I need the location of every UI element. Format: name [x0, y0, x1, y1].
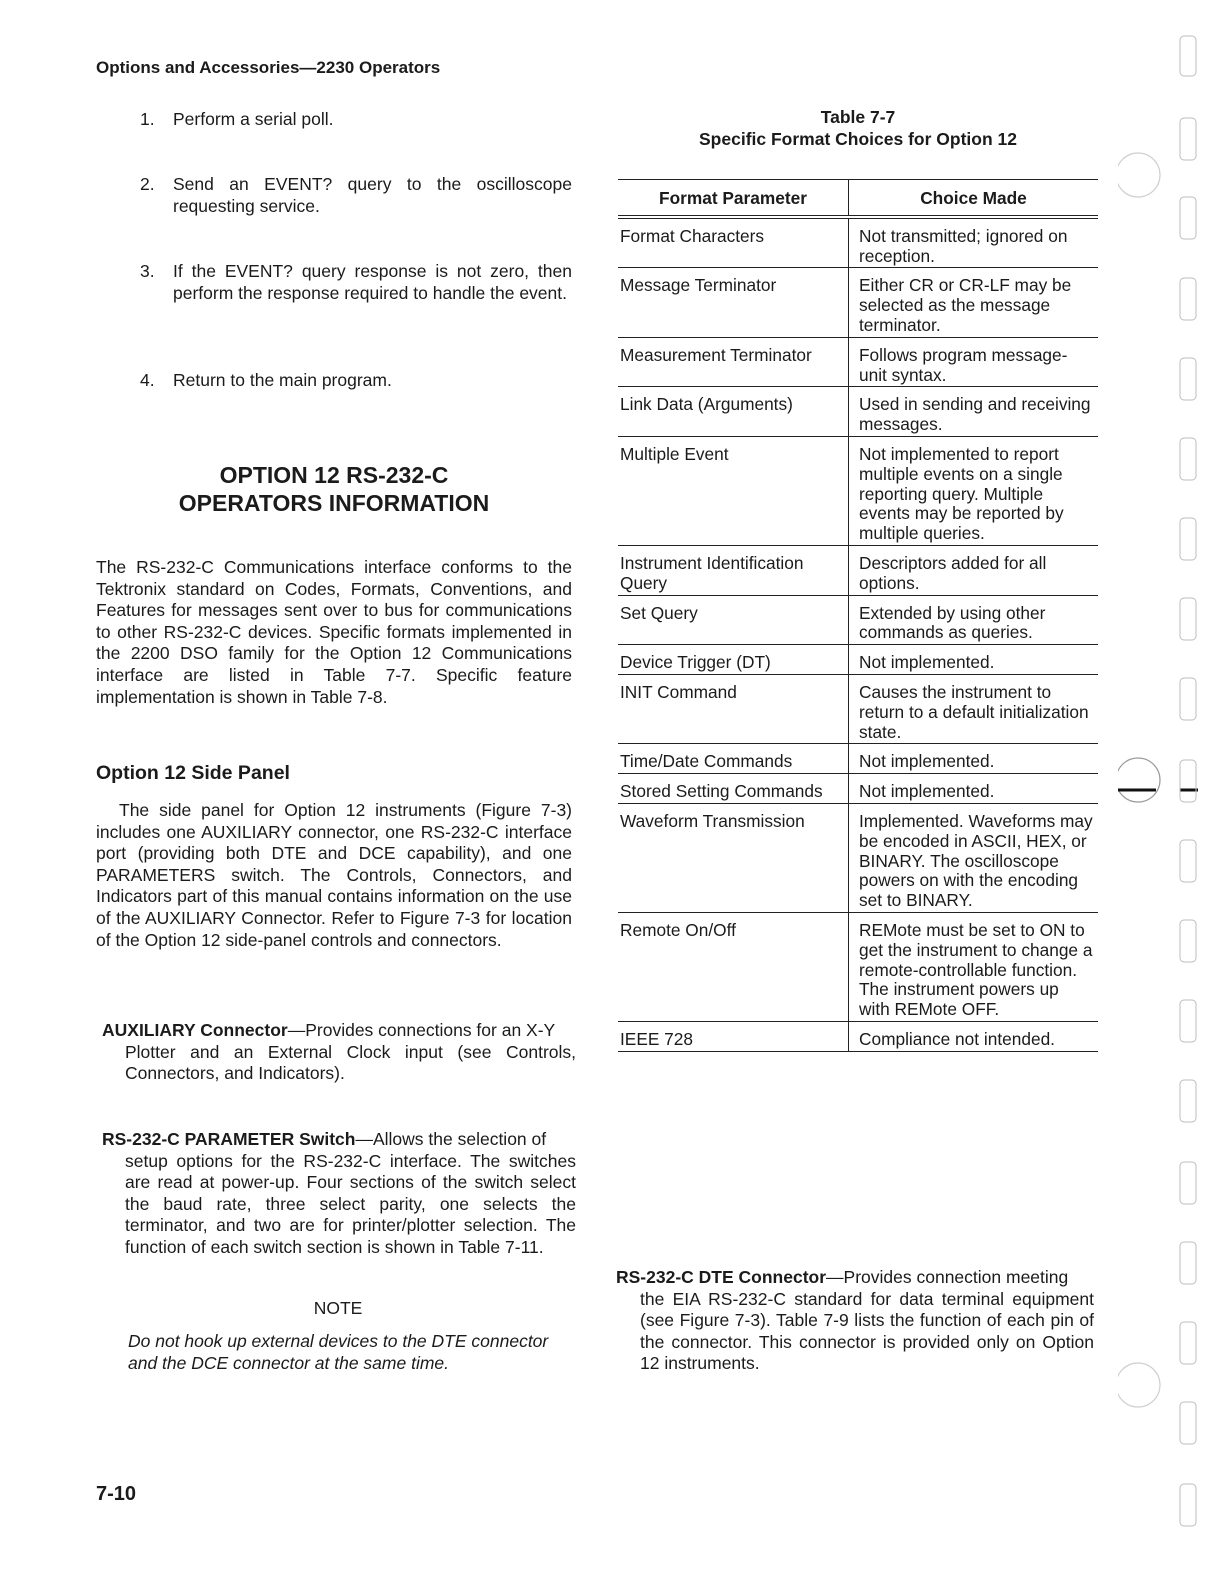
- section-title-line-1: OPTION 12 RS-232-C: [219, 462, 449, 488]
- format-parameter-cell: Waveform Transmission: [618, 803, 849, 912]
- table-row: [618, 744, 1098, 774]
- table-row: [618, 436, 1098, 545]
- step-text: Return to the main program.: [173, 370, 392, 390]
- choice-made-cell: Descriptors added for all options.: [849, 545, 1099, 595]
- page-number: 7-10: [96, 1483, 137, 1505]
- format-parameter-cell: Message Terminator: [618, 268, 849, 337]
- table-row: [618, 268, 1098, 337]
- choice-made-cell: Implemented. Waveforms may be encoded in ASCII, HEX, or BINARY. The oscilloscope powers on with the encoding set to BINARY.: [849, 803, 1099, 912]
- note-heading: NOTE: [313, 1298, 363, 1318]
- step-number: 4.: [140, 370, 155, 390]
- binder-slot-icon: [1180, 1484, 1196, 1526]
- step-text: Perform a serial poll.: [173, 109, 334, 129]
- table-title: Specific Format Choices for Option 12: [699, 129, 1017, 149]
- binder-slot-icon: [1180, 1322, 1196, 1364]
- format-parameter-cell: Link Data (Arguments): [618, 387, 849, 437]
- choice-made-cell: Either CR or CR-LF may be selected as the message terminator.: [849, 268, 1099, 337]
- table-row: [618, 337, 1098, 387]
- punch-hole-icon: [1118, 758, 1160, 802]
- parameter-switch-definition: [102, 1129, 576, 1259]
- binder-holes: [1118, 153, 1160, 1407]
- punch-hole-icon: [1118, 153, 1160, 197]
- choice-made-cell: Follows program message-unit syntax.: [849, 337, 1099, 387]
- definition-text-first: Provides connections for an X-Y: [305, 1020, 556, 1040]
- choice-made-cell: Not implemented.: [849, 645, 1099, 675]
- table-row: [618, 595, 1098, 645]
- table-row: [618, 1021, 1098, 1051]
- definition-dash: —: [355, 1129, 373, 1149]
- format-parameter-cell: Time/Date Commands: [618, 744, 849, 774]
- section-title-line-2: OPERATORS INFORMATION: [178, 490, 490, 516]
- side-panel-heading: Option 12 Side Panel: [96, 762, 290, 784]
- column-header-format-parameter: Format Parameter: [618, 180, 849, 217]
- binder-margin-decoration: [1118, 0, 1221, 1578]
- binder-slot-icon: [1180, 1162, 1196, 1204]
- definition-dash: —: [826, 1267, 844, 1287]
- binder-slot-icon: [1180, 920, 1196, 962]
- definition-text-first: Allows the selection of: [372, 1129, 547, 1149]
- step-text: If the EVENT? query response is not zero, then perform the response required to handle the event.: [173, 261, 572, 303]
- table-row: [618, 912, 1098, 1021]
- choice-made-cell: Causes the instrument to return to a default initialization state.: [849, 674, 1099, 743]
- step-text: Send an EVENT? query to the oscilloscope requesting service.: [173, 174, 572, 216]
- side-panel-paragraph: The side panel for Option 12 instruments (Figure 7-3) includes one AUXILIARY connector, one RS-232-C interface port (providing both DTE and DCE capability), and one PARAMETERS switch. The Controls, Connectors, and Indicators part of this manual contains information on the use of the AUXILIARY Connector. Refer to Figure 7-3 for location of the Option 12 side-panel controls and connectors.: [96, 800, 572, 950]
- format-parameter-cell: INIT Command: [618, 674, 849, 743]
- punch-hole-icon: [1118, 1363, 1160, 1407]
- table-label: Table 7-7: [820, 107, 896, 127]
- auxiliary-connector-definition: [102, 1020, 576, 1085]
- definition-term: AUXILIARY Connector: [102, 1020, 288, 1040]
- step-3: [140, 260, 572, 304]
- table-row: [618, 674, 1098, 743]
- note-text: Do not hook up external devices to the DTE connector and the DCE connector at the same time.: [128, 1331, 549, 1373]
- table-row: [618, 774, 1098, 804]
- step-1: [140, 108, 572, 130]
- table-caption: [618, 106, 1098, 150]
- choice-made-cell: Used in sending and receiving messages.: [849, 387, 1099, 437]
- choice-made-cell: Extended by using other commands as queries.: [849, 595, 1099, 645]
- choice-made-cell: Not implemented to report multiple events on a single reporting query. Multiple events may be reported by multiple queries.: [849, 436, 1099, 545]
- format-parameter-cell: Instrument Identification Query: [618, 545, 849, 595]
- format-parameter-cell: IEEE 728: [618, 1021, 849, 1051]
- choice-made-cell: REMote must be set to ON to get the instrument to change a remote-controllable function. The instrument powers up with REMote OFF.: [849, 912, 1099, 1021]
- choice-made-cell: Not implemented.: [849, 774, 1099, 804]
- format-parameter-cell: Device Trigger (DT): [618, 645, 849, 675]
- table-row: [618, 217, 1098, 268]
- column-header-choice-made: Choice Made: [849, 180, 1099, 217]
- definition-text-rest: the EIA RS-232-C standard for data terminal equipment (see Figure 7-3). Table 7-9 lists the function of each pin of the connector. This connector is provided only on Option 12 instruments.: [640, 1288, 1094, 1374]
- binder-slot-icon: [1180, 1080, 1196, 1122]
- binder-slot-icon: [1180, 760, 1196, 802]
- table-row: [618, 803, 1098, 912]
- binder-slot-icon: [1180, 36, 1196, 76]
- section-title: [96, 461, 572, 517]
- choice-made-cell: Compliance not intended.: [849, 1021, 1099, 1051]
- intro-paragraph: The RS-232-C Communications interface conforms to the Tektronix standard on Codes, Formats, Conventions, and Features for messages sent over to bus for communications to other RS-232-C devices. Specific formats implemented in the 2200 DSO family for the Option 12 Communications interface are listed in Table 7-7. Specific feature implementation is shown in Table 7-8.: [96, 557, 572, 707]
- definition-dash: —: [287, 1020, 306, 1040]
- definition-text-rest: Plotter and an External Clock input (see Controls, Connectors, and Indicators).: [125, 1041, 576, 1084]
- binder-slot-icon: [1180, 1402, 1196, 1444]
- format-parameter-cell: Set Query: [618, 595, 849, 645]
- table-row: [618, 545, 1098, 595]
- table-row: [618, 387, 1098, 437]
- format-parameter-cell: Measurement Terminator: [618, 337, 849, 387]
- step-number: 2.: [140, 174, 155, 194]
- definition-term: RS-232-C PARAMETER Switch: [102, 1129, 356, 1149]
- choice-made-cell: Not transmitted; ignored on reception.: [849, 217, 1099, 268]
- binder-slot-icon: [1180, 1242, 1196, 1284]
- table-header-row: [618, 180, 1098, 217]
- table-body: [618, 217, 1098, 1051]
- binder-slot-icon: [1180, 118, 1196, 160]
- binder-slot-icon: [1180, 840, 1196, 882]
- binder-slot-icon: [1180, 518, 1196, 560]
- table-row: [618, 645, 1098, 675]
- step-4: [140, 369, 572, 391]
- definition-term: RS-232-C DTE Connector: [616, 1267, 827, 1287]
- binder-slot-icon: [1180, 678, 1196, 720]
- format-choices-table: [618, 179, 1098, 1052]
- definition-text-first: Provides connection meeting: [843, 1267, 1069, 1287]
- step-number: 3.: [140, 261, 155, 281]
- choice-made-cell: Not implemented.: [849, 744, 1099, 774]
- running-header: Options and Accessories—2230 Operators: [96, 58, 441, 77]
- binder-slot-icon: [1180, 358, 1196, 400]
- binder-slot-icon: [1180, 598, 1196, 640]
- binder-slot-icon: [1180, 438, 1196, 480]
- format-parameter-cell: Remote On/Off: [618, 912, 849, 1021]
- format-parameter-cell: Multiple Event: [618, 436, 849, 545]
- format-parameter-cell: Format Characters: [618, 217, 849, 268]
- binder-slot-icon: [1180, 197, 1196, 239]
- format-parameter-cell: Stored Setting Commands: [618, 774, 849, 804]
- binder-slot-icon: [1180, 278, 1196, 320]
- binder-slots: [1180, 36, 1196, 1526]
- step-number: 1.: [140, 109, 155, 129]
- step-2: [140, 173, 572, 217]
- dte-connector-definition: [616, 1267, 1094, 1375]
- definition-text-rest: setup options for the RS-232-C interface. The switches are read at power-up. Four sections of the switch select the baud rate, three select parity, one selects the terminator, and two are for printer/plotter selection. The function of each switch section is shown in Table 7-11.: [125, 1150, 576, 1257]
- binder-slot-icon: [1180, 1000, 1196, 1042]
